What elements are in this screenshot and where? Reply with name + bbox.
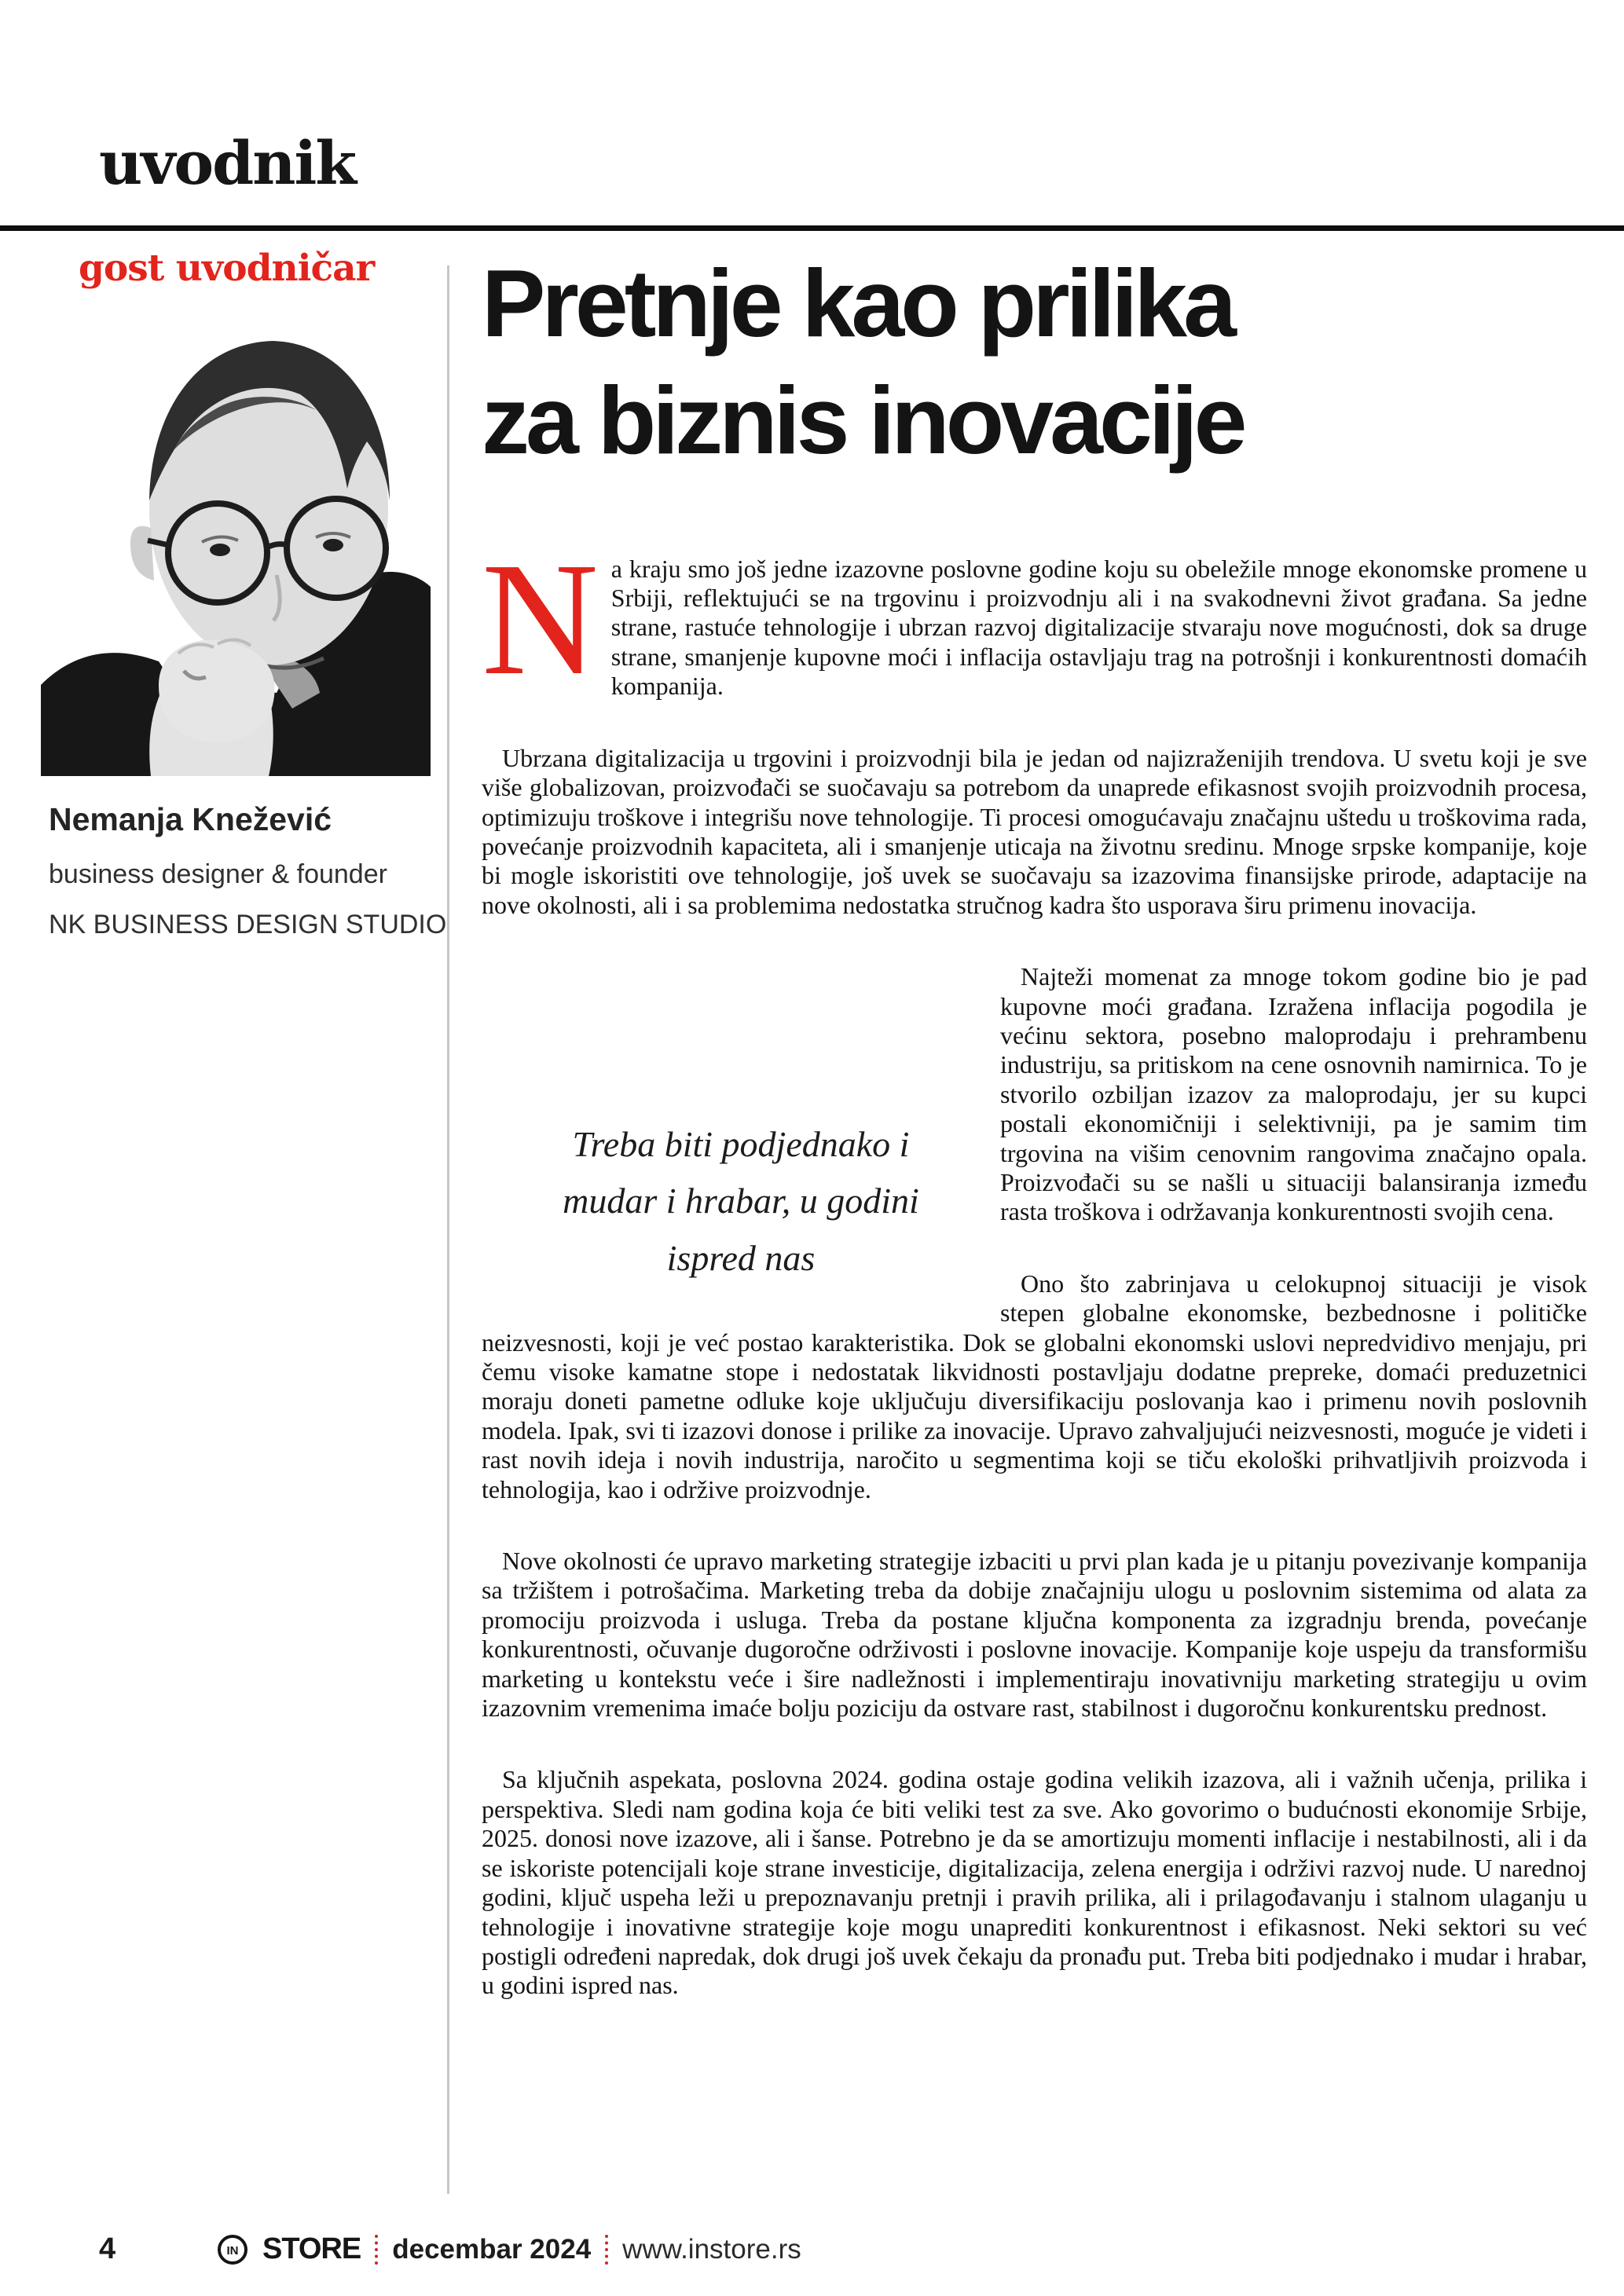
- paragraph-1-text: a kraju smo još jedne izazovne poslovne godine koju su obeležile mnoge ekonomske promene u Srbiji, reflektujući se na trgovinu i proizvodnju ali i na svakodnevni život građana. Sa jedne strane, rastuće tehnologije i ubrzan razvoj digitalizacije stvaraju nove mogućnosti, dok sa druge strane, smanjenje kupovne moći i inflacija ostavljaju trag na potrošnji i konkurentnosti domaćih kompanija.: [610, 554, 1587, 701]
- section-label: uvodnik: [99, 128, 356, 198]
- instore-logo-icon: [217, 2234, 248, 2265]
- paragraph-1: [482, 528, 1587, 709]
- paragraph-4: Ono što zabrinjava u celokupnoj situaciji je visok stepen globalne ekonomske, bezbednosne i političke neizvesnosti, koji je već postao karakteristika. Dok se globalni ekonomski uslovi nepredvidivo menjaju, pri čemu visoke kamatne stope i nedostatak likvidnosti postavljaju dodatne prepreke, domaći preduzetnici moraju doneti pametne odluke koje uključuju diversifikaciju poslovanja kao i primenu novih poslovnih modela. Ipak, svi ti izazovi donose i prilike za inovacije. Upravo zahvaljujući neizvesnosti, moguće je videti i rast novih ideja i novih industrija, naročito u segmentima koji se tiču ekološki prihvatljivih proizvoda i tehnologija, kao i održive proizvodnje.: [482, 1269, 1587, 1503]
- footer-logo-row: [217, 2232, 801, 2266]
- pull-quote: Treba biti podjednako i mudar i hrabar, u godini ispred nas: [563, 1124, 919, 1278]
- portrait-photo: [41, 316, 431, 776]
- website-link[interactable]: www.instore.rs: [622, 2233, 801, 2265]
- brand-logo-text: STORE: [262, 2232, 361, 2265]
- paragraph-3: Najteži momenat za mnoge tokom godine bio je pad kupovne moći građana. Izražena inflacija pogodila je većinu sektora, posebno maloprodaju i prehrambenu industriju, sa pritiskom na cene osnovnih namirnica. To je stvorilo ozbiljan izazov za maloprodaju, jer su kupci postali ekonomičniji i selektivniji, pa je samim tim trgovina na višim cenovnim rangovima značajno opala. Proizvođači su se našli u situaciji balansiranja između rasta troškova i održavanja konkurentnosti svojih cena.: [1000, 962, 1587, 1226]
- article-title-line2: za biznis inovacije: [482, 366, 1244, 474]
- footer-page-number: 4: [99, 2232, 116, 2265]
- article-body: [482, 528, 1587, 2001]
- author-role: business designer & founder: [49, 859, 387, 889]
- paragraph-2: Ubrzana digitalizacija u trgovini i proizvodnji bila je jedan od najizraženijih trendova. U svetu koji je sve više globalizovan, proizvođači se suočavaju sa potrebom da unaprede efikasnost svojih proizvodnih procesa, optimizuju troškove i integrišu nove tehnologije. Ti procesi omogućavaju značajnu uštedu u troškovima rada, povećanje proizvodnih kapaciteta, ali i smanjenje uticaja na životnu sredinu. Mnoge srpske kompanije, koje bi mogle iskoristiti ove tehnologije, još uvek se suočavaju sa izazovima finansijske prirode, adaptacije na nove okolnosti, ali i sa problemima nedostatka stručnog kadra što usporava širu primenu inovacija.: [482, 743, 1587, 919]
- footer-divider-dotted: [605, 2235, 608, 2265]
- paragraph-5: Nove okolnosti će upravo marketing strategije izbaciti u prvi plan kada je u pitanju povezivanje kompanija sa tržištem i potrošačima. Marketing treba da dobije značajniju ulogu u poslovnim sistemima od alata za promociju proizvoda i usluga. Treba da postane ključna komponenta za izgradnju brenda, povećanje konkurentnosti, očuvanje dugoročne održivosti i poslovne inovacije. Kompanije koje uspeju da transformišu marketing u kontekstu veće i šire nadležnosti i implementiraju inovativniju marketing strategiju u ovim izazovnim vremenima imaće bolju poziciju da ostvare rast, stabilnost i dugoročnu konkurentsku prednost.: [482, 1547, 1587, 1723]
- instore-logo-letters: IN: [226, 2243, 239, 2258]
- article-title: [482, 245, 1587, 479]
- issue-date: decembar 2024: [392, 2233, 592, 2265]
- article-title-line1: Pretnje kao prilika: [482, 250, 1233, 357]
- paragraph-6: Sa ključnih aspekata, poslovna 2024. godina ostaje godina velikih izazova, ali i važnih učenja, prilika i perspektiva. Sledi nam godina koja će biti veliki test za sve. Ako govorimo o budućnosti ekonomije Srbije, 2025. donosi nove izazove, ali i šanse. Potrebno je da se amortizuju momenti inflacije i nestabilnosti, ali i da se iskoriste potencijali koje strane investicije, digitalizacija, zelena energija i održivi razvoj nude. U narednoj godini, ključ uspeha leži u prepoznavanju pretnji i pravih prilika, ali i prilagođavanju i stalnom ulaganju u tehnologije i inovativne strategije koje mogu unaprediti konkurentnost i efikasnost. Neki sektori su već postigli određeni napredak, dok drugi još uvek čekaju da pronađu put. Treba biti podjednako i mudar i hrabar, u godini ispred nas.: [482, 1765, 1587, 2000]
- drop-cap: N: [482, 528, 599, 709]
- author-company: NK BUSINESS DESIGN STUDIO: [49, 910, 447, 939]
- masthead-rule: [0, 225, 1624, 231]
- quote-wrap: [482, 962, 1587, 1504]
- kicker-label: gost uvodničar: [79, 247, 375, 290]
- author-name: Nemanja Knežević: [49, 801, 332, 837]
- article-column: [482, 245, 1587, 2043]
- footer-divider-dotted: [375, 2235, 378, 2265]
- column-divider: [447, 265, 449, 2194]
